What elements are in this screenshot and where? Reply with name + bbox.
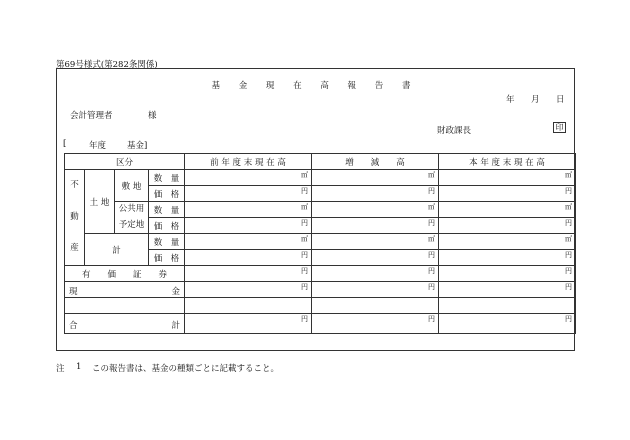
realty-label (65, 170, 85, 266)
cash-prev (185, 282, 312, 298)
seal-stamp: 印 (553, 122, 566, 133)
blank-row-label (65, 298, 185, 314)
unit-label: 円 (301, 251, 309, 259)
site-qty-change (312, 170, 439, 186)
unit-label: 円 (301, 219, 309, 227)
header-change: 増 減 高 (312, 154, 439, 170)
realty-char-3: 産 (70, 243, 79, 254)
unit-label: 円 (301, 187, 309, 195)
fund-year-label: 年度 (89, 141, 107, 151)
unit-label: 円 (565, 283, 573, 291)
securities-change (312, 266, 439, 282)
site-price-current (439, 186, 576, 202)
grand-total-change (312, 314, 439, 334)
cash-char-2: 金 (171, 287, 181, 297)
unit-label: 円 (565, 267, 573, 275)
fund-name-label: 基金] (127, 141, 148, 151)
blank-change (312, 298, 439, 314)
document-title: 基 金 現 在 高 報 告 書 (211, 81, 419, 91)
unit-label: 円 (565, 251, 573, 259)
addressee-title: 会計管理者 (70, 111, 113, 121)
price-label: 価 格 (149, 218, 185, 234)
planned-price-change (312, 218, 439, 234)
unit-label: 円 (565, 315, 573, 323)
fund-balance-table (64, 153, 576, 334)
grand-total-label (65, 314, 185, 334)
unit-label: ㎡ (565, 235, 573, 243)
grand-total-char-1: 合 (69, 321, 78, 331)
quantity-label: 数 量 (149, 202, 185, 218)
unit-label: 円 (301, 267, 309, 275)
planned-qty-prev (185, 202, 312, 218)
subtotal-price-current (439, 250, 576, 266)
date-month: 月 (531, 95, 540, 105)
planned-qty-current (439, 202, 576, 218)
form-number: 第69号様式(第282条関係) (56, 60, 158, 70)
subtotal-label: 計 (85, 234, 149, 266)
planned-price-current (439, 218, 576, 234)
note-text: この報告書は、基金の種類ごとに記載すること。 (92, 364, 280, 374)
site-qty-current (439, 170, 576, 186)
cash-change (312, 282, 439, 298)
unit-label: ㎡ (301, 235, 309, 243)
unit-label: 円 (301, 315, 309, 323)
unit-label: 円 (428, 267, 436, 275)
subtotal-price-prev (185, 250, 312, 266)
public-planned-line-2: 予定地 (118, 219, 145, 230)
unit-label: ㎡ (565, 203, 573, 211)
note-number: 1 (76, 362, 82, 372)
issuer-title: 財政課長 (437, 126, 472, 136)
blank-prev (185, 298, 312, 314)
subtotal-qty-prev (185, 234, 312, 250)
note-label: 注 (56, 364, 65, 374)
site-label: 敷 地 (115, 170, 149, 202)
subtotal-qty-current (439, 234, 576, 250)
site-price-prev (185, 186, 312, 202)
date-day: 日 (556, 95, 565, 105)
unit-label: ㎡ (301, 203, 309, 211)
price-label: 価 格 (149, 250, 185, 266)
addressee-honorific: 様 (148, 111, 157, 121)
grand-total-current (439, 314, 576, 334)
securities-label: 有 価 証 券 (65, 266, 185, 282)
subtotal-price-change (312, 250, 439, 266)
realty-char-2: 動 (70, 211, 79, 222)
unit-label: ㎡ (565, 171, 573, 179)
fund-bracket: [ (63, 139, 67, 149)
header-previous-year: 前 年 度 末 現 在 高 (185, 154, 312, 170)
planned-qty-change (312, 202, 439, 218)
grand-total-char-2: 計 (171, 321, 181, 331)
header-category: 区分 (65, 154, 185, 170)
header-current-year: 本 年 度 末 現 在 高 (439, 154, 576, 170)
cash-char-1: 現 (69, 287, 78, 297)
securities-prev (185, 266, 312, 282)
unit-label: 円 (565, 219, 573, 227)
unit-label: ㎡ (428, 235, 436, 243)
realty-char-1: 不 (70, 180, 79, 191)
cash-label (65, 282, 185, 298)
quantity-label: 数 量 (149, 234, 185, 250)
site-price-change (312, 186, 439, 202)
unit-label: 円 (301, 283, 309, 291)
grand-total-prev (185, 314, 312, 334)
unit-label: ㎡ (428, 171, 436, 179)
unit-label: 円 (428, 283, 436, 291)
unit-label: ㎡ (301, 171, 309, 179)
cash-current (439, 282, 576, 298)
unit-label: 円 (428, 187, 436, 195)
planned-price-prev (185, 218, 312, 234)
unit-label: 円 (428, 315, 436, 323)
quantity-label: 数 量 (149, 170, 185, 186)
unit-label: 円 (428, 219, 436, 227)
land-label: 土 地 (85, 170, 115, 234)
unit-label: ㎡ (428, 203, 436, 211)
date-year: 年 (506, 95, 515, 105)
subtotal-qty-change (312, 234, 439, 250)
unit-label: 円 (428, 251, 436, 259)
price-label: 価 格 (149, 186, 185, 202)
public-planned-label (115, 202, 149, 234)
public-planned-line-1: 公共用 (118, 204, 145, 215)
unit-label: 円 (565, 187, 573, 195)
securities-current (439, 266, 576, 282)
blank-current (439, 298, 576, 314)
site-qty-prev (185, 170, 312, 186)
